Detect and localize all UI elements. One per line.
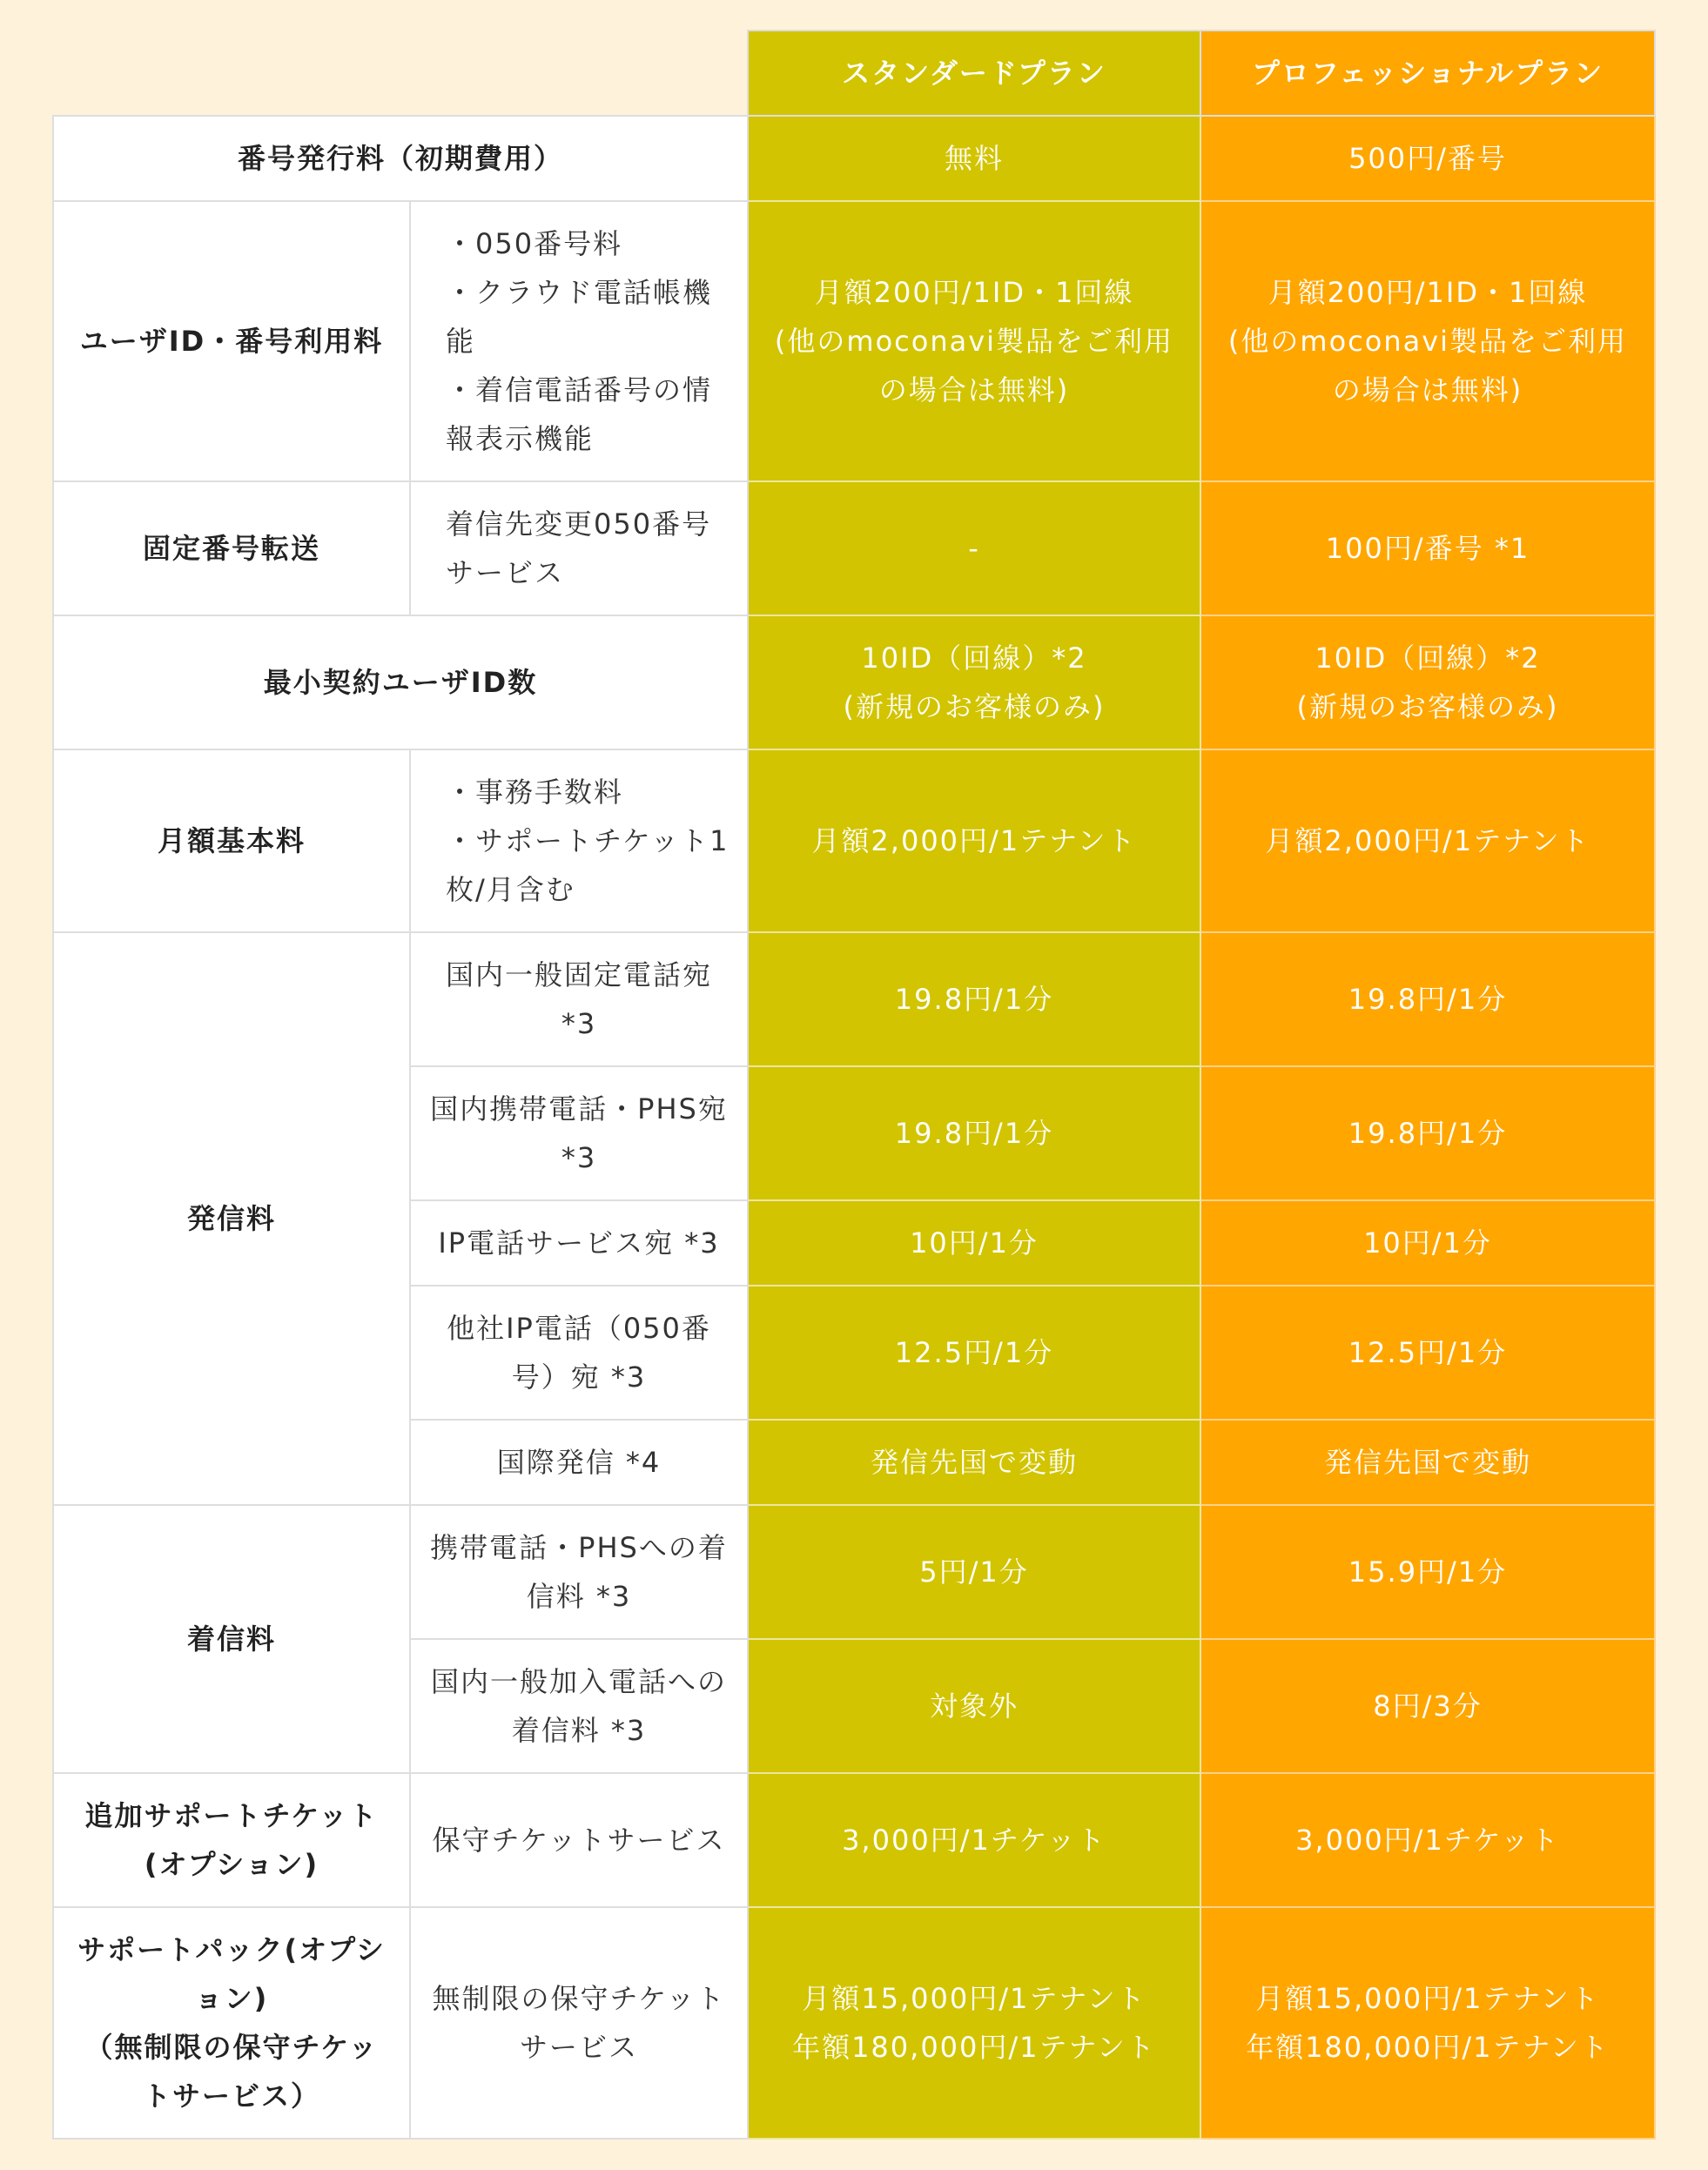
professional-support-pack xyxy=(1200,1907,1655,2139)
standard-outgoing: 10円/1分 xyxy=(748,1200,1200,1286)
incoming-detail: 国内一般加入電話への着信料 *3 xyxy=(410,1639,748,1773)
standard-outgoing: 19.8円/1分 xyxy=(748,932,1200,1066)
outgoing-detail: IP電話サービス宛 *3 xyxy=(410,1200,748,1286)
table-row xyxy=(53,481,1655,615)
price-note: (新規のお客様のみ) xyxy=(1296,690,1559,723)
header-blank xyxy=(53,30,748,116)
monthly-base-details xyxy=(410,749,748,932)
price-note: (新規のお客様のみ) xyxy=(843,690,1106,723)
outgoing-detail: 国内一般固定電話宛 *3 xyxy=(410,932,748,1066)
price-line: 月額15,000円/1テナント xyxy=(802,1982,1147,2015)
row-label-fixed-forward: 固定番号転送 xyxy=(53,481,410,615)
table-row xyxy=(53,116,1655,201)
standard-support-pack xyxy=(748,1907,1200,2139)
table-row xyxy=(53,615,1655,749)
header-row xyxy=(53,30,1655,116)
pricing-table xyxy=(52,30,1656,2140)
outgoing-detail: 国内携帯電話・PHS宛 *3 xyxy=(410,1066,748,1200)
professional-plan-header: プロフェッショナルプラン xyxy=(1200,30,1655,116)
detail-line: ・着信電話番号の情報表示機能 xyxy=(446,373,713,455)
price-line: 10ID（回線）*2 xyxy=(1315,642,1541,675)
standard-user-id-fee xyxy=(748,201,1200,481)
outgoing-detail: 国際発信 *4 xyxy=(410,1420,748,1505)
standard-incoming: 5円/1分 xyxy=(748,1505,1200,1639)
standard-fixed-forward: - xyxy=(748,481,1200,615)
professional-outgoing: 10円/1分 xyxy=(1200,1200,1655,1286)
detail-line: ・050番号料 xyxy=(446,227,623,260)
standard-min-users xyxy=(748,615,1200,749)
row-label-user-id-fee: ユーザID・番号利用料 xyxy=(53,201,410,481)
professional-outgoing: 19.8円/1分 xyxy=(1200,1066,1655,1200)
row-label-min-users: 最小契約ユーザID数 xyxy=(53,615,748,749)
standard-number-fee: 無料 xyxy=(748,116,1200,201)
support-pack-detail: 無制限の保守チケットサービス xyxy=(410,1907,748,2139)
label-line: サポートパック(オプション) xyxy=(77,1933,386,2015)
standard-incoming: 対象外 xyxy=(748,1639,1200,1773)
price-line: 月額15,000円/1テナント xyxy=(1255,1982,1600,2015)
support-ticket-detail: 保守チケットサービス xyxy=(410,1773,748,1907)
detail-line: ・クラウド電話帳機能 xyxy=(446,276,713,358)
fixed-forward-detail: 着信先変更050番号サービス xyxy=(410,481,748,615)
price-note: (他のmoconavi製品をご利用の場合は無料) xyxy=(1227,325,1628,406)
price-line: 年額180,000円/1テナント xyxy=(1246,2031,1610,2064)
outgoing-detail: 他社IP電話（050番号）宛 *3 xyxy=(410,1286,748,1420)
price-line: 月額200円/1ID・1回線 xyxy=(814,276,1134,309)
table-row xyxy=(53,749,1655,932)
standard-outgoing: 19.8円/1分 xyxy=(748,1066,1200,1200)
user-id-fee-details xyxy=(410,201,748,481)
standard-plan-header: スタンダードプラン xyxy=(748,30,1200,116)
incoming-detail: 携帯電話・PHSへの着信料 *3 xyxy=(410,1505,748,1639)
professional-monthly-base: 月額2,000円/1テナント xyxy=(1200,749,1655,932)
price-line: 月額200円/1ID・1回線 xyxy=(1268,276,1588,309)
table-row xyxy=(53,932,1655,1066)
professional-support-ticket: 3,000円/1チケット xyxy=(1200,1773,1655,1907)
row-label-support-pack xyxy=(53,1907,410,2139)
standard-outgoing: 発信先国で変動 xyxy=(748,1420,1200,1505)
table-row xyxy=(53,1505,1655,1639)
detail-line: ・サポートチケット1枚/月含む xyxy=(446,824,730,906)
standard-monthly-base: 月額2,000円/1テナント xyxy=(748,749,1200,932)
professional-user-id-fee xyxy=(1200,201,1655,481)
row-label-support-ticket: 追加サポートチケット(オプション) xyxy=(53,1773,410,1907)
row-label-outgoing: 発信料 xyxy=(53,932,410,1505)
standard-outgoing: 12.5円/1分 xyxy=(748,1286,1200,1420)
table-row xyxy=(53,201,1655,481)
professional-outgoing: 発信先国で変動 xyxy=(1200,1420,1655,1505)
label-line: （無制限の保守チケットサービス） xyxy=(84,2031,379,2113)
professional-outgoing: 19.8円/1分 xyxy=(1200,932,1655,1066)
row-label-incoming: 着信料 xyxy=(53,1505,410,1773)
row-label-number-fee: 番号発行料（初期費用） xyxy=(53,116,748,201)
professional-min-users xyxy=(1200,615,1655,749)
professional-number-fee: 500円/番号 xyxy=(1200,116,1655,201)
price-line: 年額180,000円/1テナント xyxy=(792,2031,1156,2064)
professional-incoming: 15.9円/1分 xyxy=(1200,1505,1655,1639)
professional-incoming: 8円/3分 xyxy=(1200,1639,1655,1773)
table-row xyxy=(53,1773,1655,1907)
row-label-monthly-base: 月額基本料 xyxy=(53,749,410,932)
professional-fixed-forward: 100円/番号 *1 xyxy=(1200,481,1655,615)
professional-outgoing: 12.5円/1分 xyxy=(1200,1286,1655,1420)
standard-support-ticket: 3,000円/1チケット xyxy=(748,1773,1200,1907)
price-line: 10ID（回線）*2 xyxy=(861,642,1087,675)
price-note: (他のmoconavi製品をご利用の場合は無料) xyxy=(774,325,1174,406)
detail-line: ・事務手数料 xyxy=(446,776,624,809)
table-row xyxy=(53,1907,1655,2139)
